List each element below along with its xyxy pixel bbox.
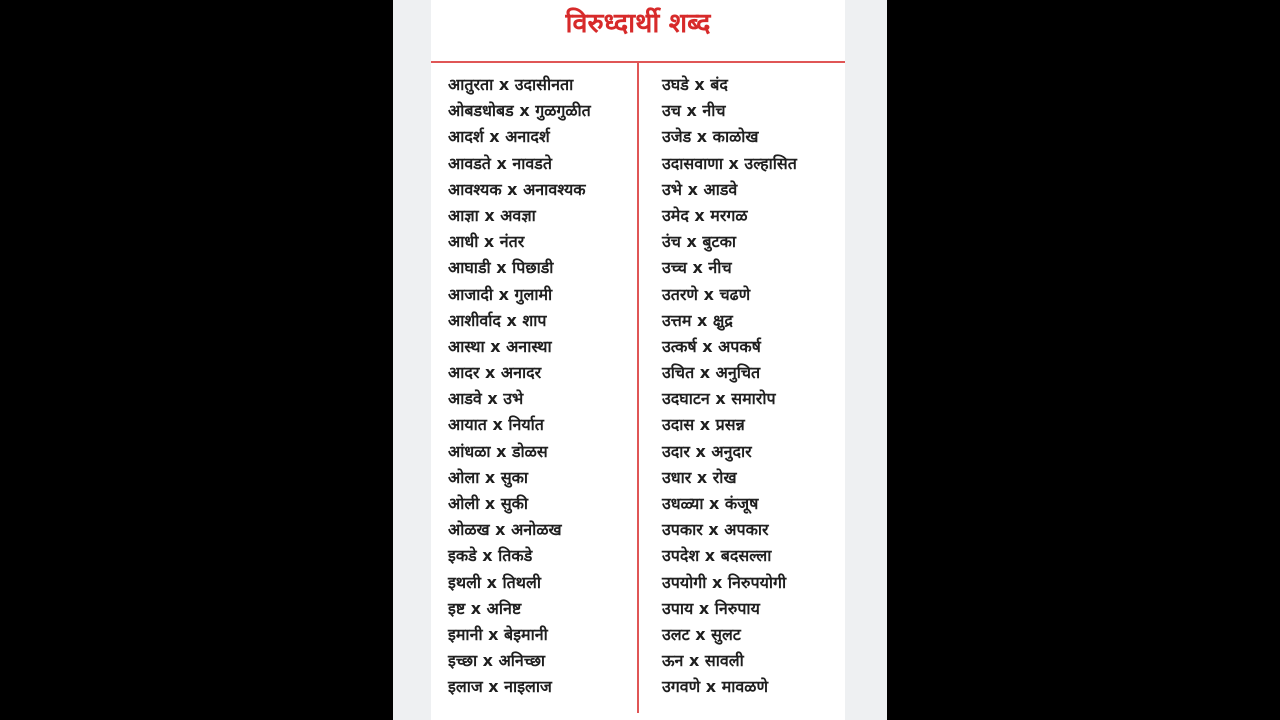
word-pair: उपाय x निरुपाय xyxy=(662,598,760,618)
word-pair: इमानी x बेइमानी xyxy=(448,624,548,644)
word-pair: उदघाटन x समारोप xyxy=(662,389,776,409)
word-pair: उधळ्या x कंजूष xyxy=(662,494,759,513)
word-pair: इकडे x तिकडे xyxy=(448,546,533,566)
word-pair: ओली x सुकी xyxy=(448,494,529,513)
word-pair: उधार x रोख xyxy=(662,467,737,487)
word-pair: इष्ट x अनिष्ट xyxy=(448,598,522,618)
word-pair: आज्ञा x अवज्ञा xyxy=(448,205,536,225)
word-pair: ओबडधोबड x गुळगुळीत xyxy=(448,101,591,121)
word-pair: उच x नीच xyxy=(662,101,726,121)
word-pair: उत्तम x क्षुद्र xyxy=(662,310,733,330)
word-pair: आघाडी x पिछाडी xyxy=(448,258,554,278)
word-pair: इलाज x नाइलाज xyxy=(448,677,552,697)
word-pair: आधी x नंतर xyxy=(448,232,525,252)
word-pair: आयात x निर्यात xyxy=(448,415,544,435)
word-pair: उत्कर्ष x अपकर्ष xyxy=(662,336,761,356)
word-pair: उजेड x काळोख xyxy=(662,127,759,147)
word-pair: इथली x तिथली xyxy=(448,572,542,592)
word-pair: उघडे x बंद xyxy=(662,75,728,94)
word-pair: उदार x अनुदार xyxy=(662,441,752,461)
word-pair: उपदेश x बदसल्ला xyxy=(662,546,772,566)
word-pair: उभे x आडवे xyxy=(662,179,738,199)
word-pair: ओळख x अनोळख xyxy=(448,520,562,540)
word-list-card xyxy=(431,0,845,720)
word-pair: उदासवाणा x उल्हासित xyxy=(662,153,797,173)
page-title: विरुध्दार्थी शब्द xyxy=(565,8,711,39)
word-pair: आतुरता x उदासीनता xyxy=(448,75,574,94)
word-pair: आजादी x गुलामी xyxy=(448,284,553,304)
word-pair: आशीर्वाद x शाप xyxy=(448,310,547,330)
word-pair: आडवे x उभे xyxy=(448,389,524,409)
word-pair: उलट x सुलट xyxy=(662,624,741,644)
word-pair: ऊन x सावली xyxy=(662,651,744,671)
word-pair: उचित x अनुचित xyxy=(662,363,761,383)
word-pair: उपयोगी x निरुपयोगी xyxy=(662,572,787,592)
word-pair: आस्था x अनास्था xyxy=(448,336,552,356)
right-word-column xyxy=(662,72,845,701)
word-pair: आदर x अनादर xyxy=(448,363,542,383)
word-pair: उगवणे x मावळणे xyxy=(662,677,769,697)
word-pair: आवश्यक x अनावश्यक xyxy=(448,179,586,199)
left-word-column xyxy=(448,72,634,701)
word-pair: उमेद x मरगळ xyxy=(662,205,748,225)
word-pair: उदास x प्रसन्न xyxy=(662,415,745,435)
word-pair: ओला x सुका xyxy=(448,467,529,487)
word-pair: इच्छा x अनिच्छा xyxy=(448,651,546,671)
word-pair: उपकार x अपकार xyxy=(662,520,769,540)
word-pair: आंधळा x डोळस xyxy=(448,441,548,461)
document-page xyxy=(393,0,887,720)
word-pair: उंच x बुटका xyxy=(662,232,737,252)
word-pair: उतरणे x चढणे xyxy=(662,284,751,304)
word-pair: उच्च x नीच xyxy=(662,258,732,278)
word-pair: आवडते x नावडते xyxy=(448,153,552,173)
column-divider xyxy=(637,63,639,713)
word-pair: आदर्श x अनादर्श xyxy=(448,127,550,147)
